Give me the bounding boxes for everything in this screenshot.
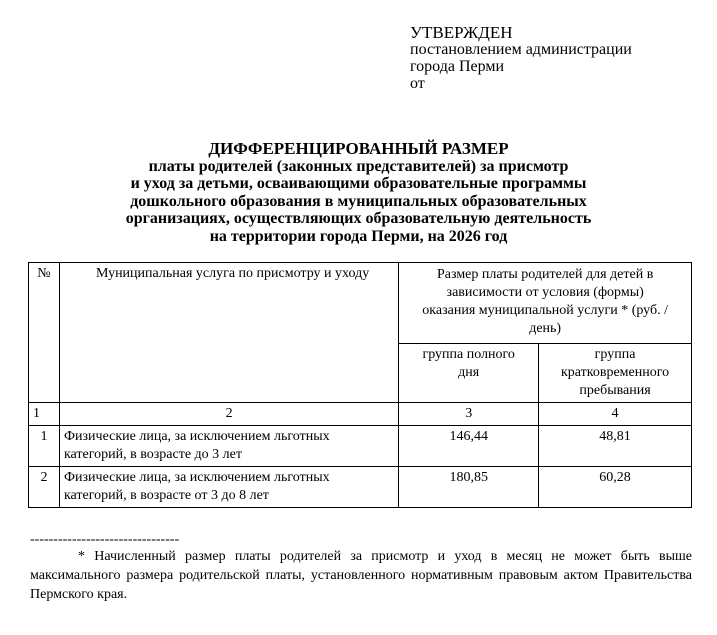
row-short-stay: 60,28	[539, 467, 692, 508]
header-full-day: группа полного дня	[399, 344, 539, 403]
approval-line-1: постановлением администрации	[410, 41, 632, 58]
col-number-1: 1	[29, 403, 60, 426]
header-fee-group: Размер платы родителей для детей в зависимости от условия (формы) оказания муниципальной услуги * (руб. / день)	[399, 263, 692, 344]
fee-table	[28, 262, 692, 508]
title-line-5: организациях, осуществляющих образовательную деятельность	[125, 210, 592, 227]
header-short-stay: группа кратковременного пребывания	[539, 344, 692, 403]
title-line-3: и уход за детьми, осваивающими образовательные программы	[130, 175, 587, 192]
footnote-separator: --------------------------------	[30, 532, 180, 547]
header-service: Муниципальная услуга по присмотру и уходу	[59, 263, 398, 403]
approval-line-2: города Перми	[410, 58, 505, 75]
row-full-day: 180,85	[399, 467, 539, 508]
header-num: №	[29, 263, 60, 403]
approval-line-3: от	[410, 75, 425, 92]
title-line-2: платы родителей (законных представителей) за присмотр	[148, 157, 569, 175]
row-short-stay: 48,81	[539, 426, 692, 467]
approval-title: УТВЕРЖДЕН	[410, 23, 513, 42]
col-number-4: 4	[539, 403, 692, 426]
row-num: 1	[29, 426, 60, 467]
table-header-row	[29, 263, 692, 344]
col-number-2: 2	[59, 403, 398, 426]
col-number-3: 3	[399, 403, 539, 426]
table-row	[29, 426, 692, 467]
title-line-6: на территории города Перми, на 2026 год	[209, 227, 508, 245]
title-line-1: ДИФФЕРЕНЦИРОВАННЫЙ РАЗМЕР	[208, 139, 509, 158]
footnote-text: * Начисленный размер платы родителей за присмотр и уход в месяц не может быть выше максимального размера родительской платы, установленного нормативным правовым актом Правительства Пермского края.	[30, 549, 692, 602]
approval-stamp	[410, 24, 632, 92]
document-title	[0, 140, 717, 245]
row-service: Физические лица, за исключением льготных категорий, в возрасте от 3 до 8 лет	[59, 467, 398, 508]
row-full-day: 146,44	[399, 426, 539, 467]
title-line-4: дошкольного образования в муниципальных образовательных	[130, 192, 587, 210]
row-service: Физические лица, за исключением льготных категорий, в возрасте до 3 лет	[59, 426, 398, 467]
table-col-numbers-row	[29, 403, 692, 426]
table-row	[29, 467, 692, 508]
row-num: 2	[29, 467, 60, 508]
